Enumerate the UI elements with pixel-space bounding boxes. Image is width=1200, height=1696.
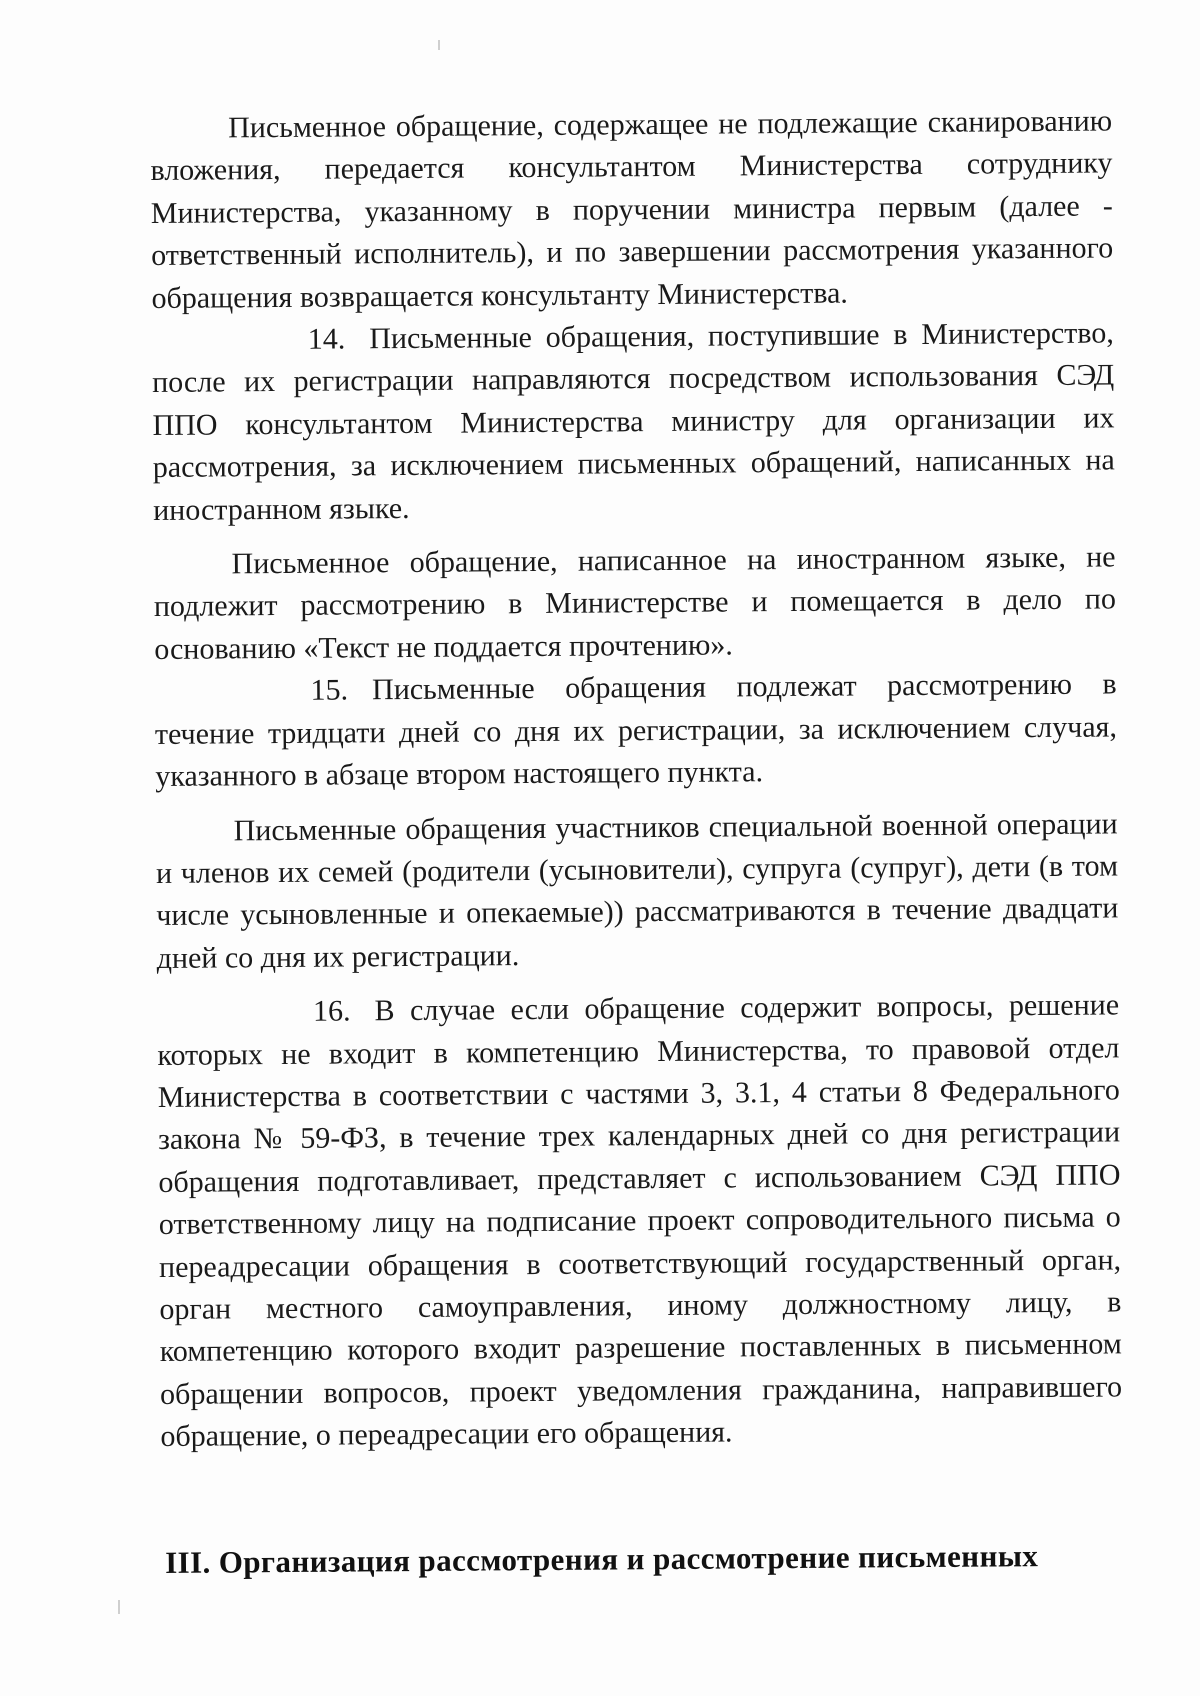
paragraph-text: Письменные обращения участников специальной военной операции и членов их семей (родители (усыновители), супруга (супруг), дети (в том числе усыновленные и опекаемые)) рассматриваются в течение двадцати дней со дня их регистрации. <box>155 806 1119 975</box>
paragraph-number: 14. <box>307 322 346 356</box>
paragraph-number: 16. <box>312 994 351 1028</box>
paragraph-16 <box>157 985 1123 1459</box>
paragraph-14 <box>152 312 1116 532</box>
paragraph-15 <box>154 664 1117 799</box>
paragraph <box>156 803 1119 980</box>
paragraph-text: Письменные обращения, поступившие в Министерство, после их регистрации направляются посредством использования СЭД ППО консультантом Министерства министру для организации их рассмотрения, за исключением письменных обращений, написанных на иностранном языке. <box>152 316 1115 527</box>
paragraph-text: Письменные обращения подлежат рассмотрению в течение тридцати дней со дня их регистрации, за исключением случая, указанного в абзаце втором настоящего пункта. <box>154 667 1118 794</box>
section-heading: III. Организация рассмотрения и рассмотрение письменных <box>165 1538 1039 1580</box>
paragraph-number: 15. <box>310 673 349 708</box>
paragraph-text: Письменное обращение, содержащее не подлежащие сканированию вложения, передается консультантом Министерства сотруднику Министерства, указанному в поручении министра первым (далее - ответственный исполнитель), и по завершении рассмотрения указанного обращения возвращается консультанту Министерства. <box>150 104 1114 315</box>
scan-artifact <box>438 40 440 50</box>
paragraph-text: В случае если обращение содержит вопросы, решение которых не входит в компетенцию Министерства, то правовой отдел Министерства в соответствии с частями 3, 3.1, 4 статьи 8 Федерального закона № 59-ФЗ, в течение трех календарных дней со дня регистрации обращения подготавливает, представляет с использованием СЭД ППО ответственному лицу на подписание проект сопроводительного письма о переадресации обращения в соответствующий государственный орган, орган местного самоуправления, иному должностному лицу, в компетенцию которого входит разрешение поставленных в письменном обращении вопросов, проект уведомления гражданина, направившего обращение, о переадресации его обращения. <box>157 988 1123 1454</box>
paragraph-text: Письменное обращение, написанное на иностранном языке, не подлежит рассмотрению в Министерстве и помещается в дело по основанию «Текст не поддается прочтению». <box>153 540 1117 666</box>
paragraph <box>153 536 1116 671</box>
body-text <box>150 100 1123 1458</box>
paragraph <box>150 100 1114 320</box>
scan-artifact <box>118 1600 120 1614</box>
